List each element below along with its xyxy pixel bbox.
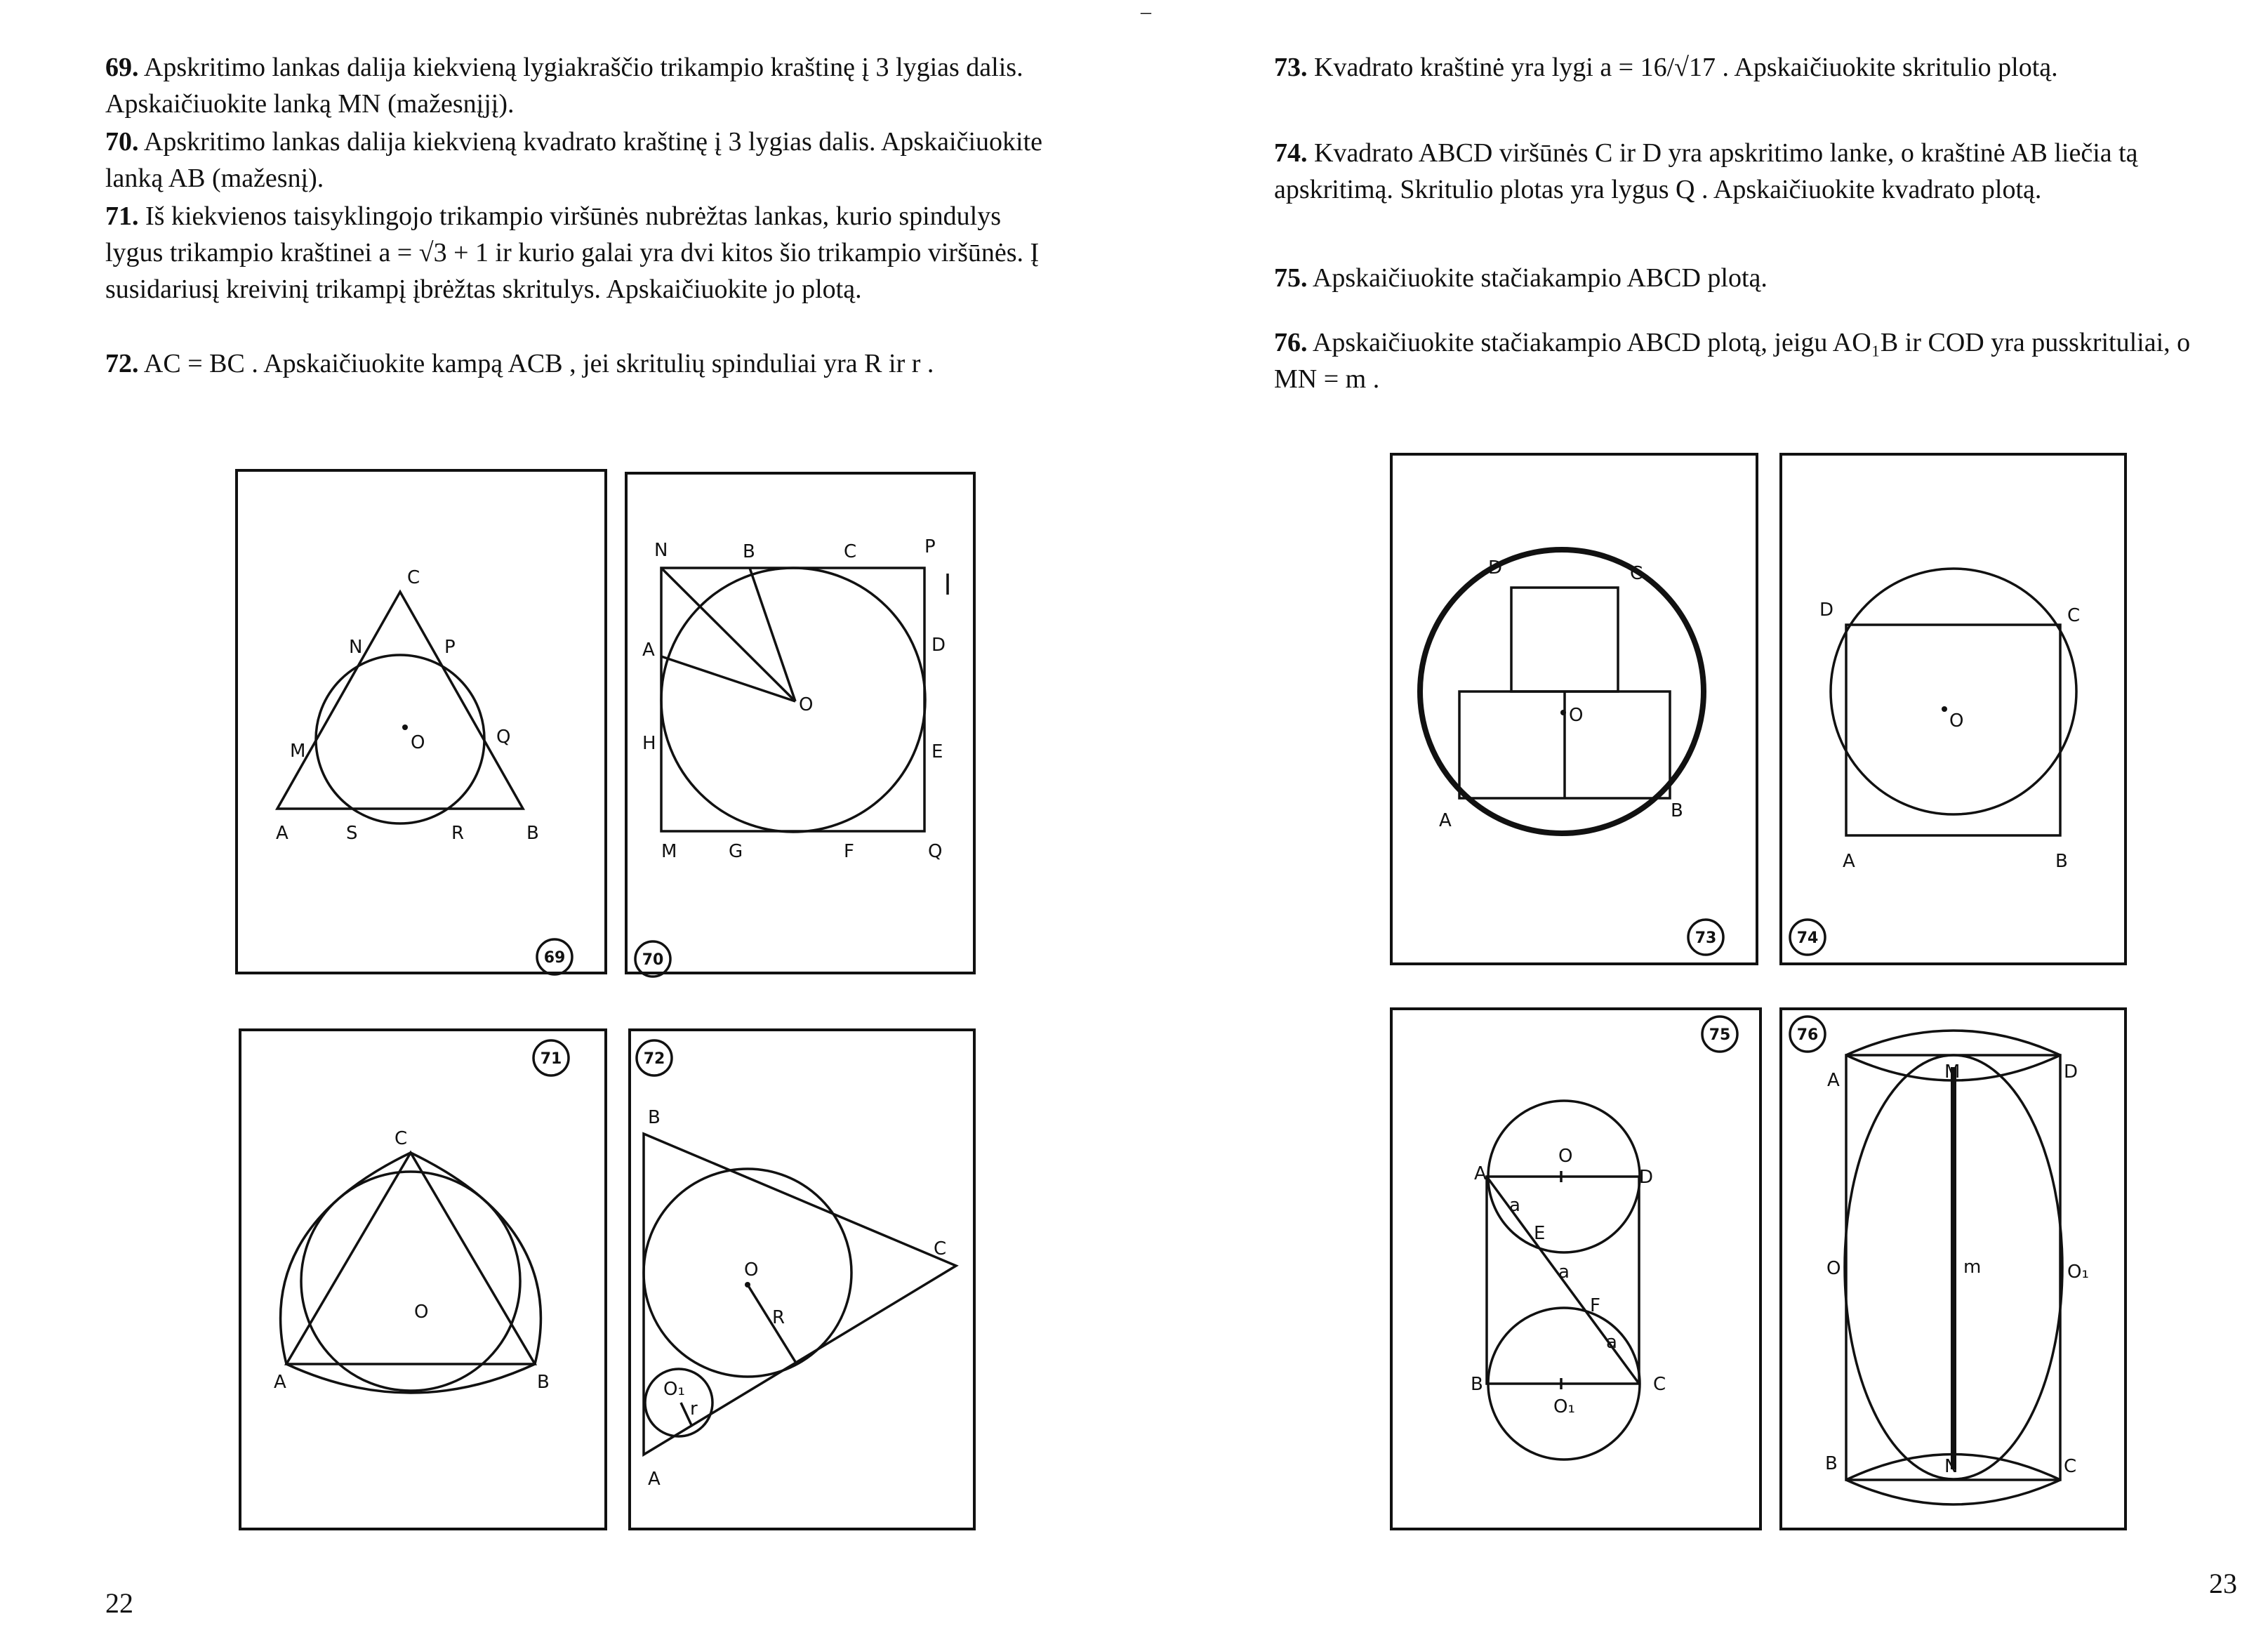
label-M: M: [290, 741, 306, 762]
label-R: R: [772, 1307, 785, 1328]
problem-number: 70.: [105, 127, 139, 157]
svg-text:74: 74: [1796, 929, 1819, 947]
label-M: M: [1944, 1061, 1961, 1083]
badge-75: [1702, 1017, 1737, 1052]
figure-71: [239, 1028, 607, 1530]
figure-70: [625, 472, 976, 974]
label-A: A: [648, 1469, 661, 1490]
figure-73: [1390, 453, 1758, 965]
problem-73: [1274, 49, 2218, 86]
label-D: D: [2064, 1061, 2078, 1083]
label-N: N: [1944, 1456, 1958, 1477]
label-Q: Q: [496, 727, 511, 748]
svg-text:69: 69: [543, 949, 566, 967]
problem-text: Apskaičiuokite stačiakampio ABCD plotą.: [1312, 263, 1768, 293]
badge-71: [533, 1040, 569, 1076]
label-O: O: [411, 732, 425, 753]
problem-text: Iš kiekvienos taisyklingojo trikampio viršūnės nubrėžtas lankas, kurio spindulys lygus trikampio kraštinei a = √3 + 1 ir kurio galai yra dvi kitos šio trikampio viršūnės. Į susidariusį kreivinį trikampį įbrėžtas skritulys. Apskaičiuokite jo plotą.: [105, 201, 1040, 304]
label-O: O: [799, 694, 814, 715]
label-C: C: [407, 567, 420, 588]
figure-72-drawing: [628, 1028, 976, 1530]
label-R: R: [451, 823, 465, 844]
figure-72: [628, 1028, 976, 1530]
svg-text:76: 76: [1796, 1026, 1819, 1044]
label-D: D: [1488, 557, 1503, 578]
label-B: B: [526, 823, 539, 844]
label-O1: O₁: [2067, 1262, 2089, 1283]
page-number: 23: [2209, 1568, 2237, 1599]
figure-69: [235, 469, 607, 974]
label-a-3: a: [1606, 1332, 1617, 1353]
problem-text: Apskaičiuokite stačiakampio ABCD plotą, jeigu AO₁B ir COD yra pusskrituliai, o MN = m .: [1274, 328, 2191, 394]
label-r: r: [690, 1398, 698, 1419]
label-P: P: [924, 536, 936, 557]
label-S: S: [346, 823, 358, 844]
problem-text: Apskritimo lankas dalija kiekvieną lygiakraščio trikampio kraštinę į 3 lygias dalis. Apskaičiuokite lanką MN (mažesnįjį).: [105, 53, 1023, 119]
page-number: 22: [105, 1587, 133, 1619]
problem-number: 75.: [1274, 263, 1308, 293]
svg-text:70: 70: [642, 951, 664, 969]
problem-75: [1274, 260, 2218, 296]
label-D: D: [1819, 600, 1834, 621]
label-O: O: [414, 1302, 429, 1323]
label-O: O: [1949, 710, 1964, 732]
label-O1: O₁: [1553, 1396, 1575, 1417]
figure-76-drawing: [1779, 1007, 2127, 1530]
figure-74: [1779, 453, 2127, 965]
figure-75: [1390, 1007, 1762, 1530]
figure-74-drawing: [1779, 453, 2127, 965]
label-O: O: [1558, 1146, 1573, 1167]
problem-71: [105, 198, 1060, 307]
label-N: N: [349, 637, 363, 658]
label-C: C: [1653, 1374, 1666, 1395]
label-A: A: [1439, 810, 1452, 831]
label-B: B: [1471, 1374, 1483, 1395]
figure-70-drawing: [625, 472, 976, 974]
svg-text:75: 75: [1709, 1026, 1731, 1044]
label-G: G: [729, 841, 743, 862]
label-H: H: [642, 733, 656, 754]
label-B: B: [537, 1372, 550, 1393]
figure-69-drawing: [235, 469, 607, 974]
problem-72: [105, 345, 1060, 382]
label-O: O: [744, 1259, 759, 1280]
problem-74: [1274, 135, 2218, 208]
svg-text:72: 72: [643, 1050, 665, 1068]
problem-number: 71.: [105, 201, 139, 231]
label-A: A: [1843, 851, 1855, 872]
label-D: D: [931, 635, 946, 656]
problem-text: AC = BC . Apskaičiuokite kampą ACB , jei skritulių spinduliai yra R ir r .: [143, 349, 934, 378]
problem-69: [105, 49, 1060, 122]
label-O: O: [1826, 1258, 1841, 1279]
problem-number: 74.: [1274, 138, 1308, 168]
badge-76: [1790, 1017, 1825, 1052]
badge-70: [635, 941, 670, 977]
label-B: B: [1825, 1453, 1838, 1474]
label-F: F: [1590, 1295, 1600, 1316]
label-Q: Q: [928, 841, 943, 862]
label-A: A: [1474, 1163, 1487, 1184]
label-a-1: a: [1509, 1195, 1520, 1216]
label-N: N: [654, 540, 668, 561]
label-C: C: [934, 1238, 947, 1259]
problem-text: Apskritimo lankas dalija kiekvieną kvadrato kraštinę į 3 lygias dalis. Apskaičiuokite lanką AB (mažesnį).: [105, 127, 1043, 193]
label-P: P: [444, 637, 456, 658]
figure-76: [1779, 1007, 2127, 1530]
problem-number: 72.: [105, 349, 139, 378]
label-A: A: [274, 1372, 286, 1393]
label-E: E: [1534, 1223, 1546, 1244]
svg-text:73: 73: [1695, 929, 1717, 947]
label-C: C: [844, 541, 857, 562]
label-E: E: [931, 741, 943, 762]
label-M: M: [661, 841, 677, 862]
svg-text:71: 71: [540, 1050, 562, 1068]
label-C: C: [394, 1128, 408, 1149]
problem-number: 73.: [1274, 53, 1308, 82]
figure-71-drawing: [239, 1028, 607, 1530]
problem-number: 76.: [1274, 328, 1308, 357]
problem-70: [105, 124, 1060, 197]
label-O1: O₁: [663, 1379, 685, 1400]
label-m: m: [1963, 1257, 1982, 1278]
figure-75-drawing: [1390, 1007, 1762, 1530]
top-center-mark: –: [1141, 0, 1151, 23]
label-F: F: [844, 841, 854, 862]
label-a-2: a: [1558, 1262, 1570, 1283]
problem-number: 69.: [105, 53, 139, 82]
figure-73-drawing: [1390, 453, 1758, 965]
badge-72: [637, 1040, 672, 1076]
right-page: [1134, 0, 2268, 1628]
badge-74: [1790, 920, 1825, 955]
label-D: D: [1639, 1167, 1654, 1188]
label-A: A: [1827, 1070, 1840, 1091]
label-C: C: [1630, 563, 1643, 584]
label-C: C: [2067, 605, 2081, 626]
problem-76: [1274, 324, 2218, 397]
label-O: O: [1569, 705, 1584, 726]
badge-69: [537, 939, 572, 974]
label-C: C: [2064, 1456, 2077, 1477]
label-A: A: [642, 640, 655, 661]
problem-text: Kvadrato ABCD viršūnės C ir D yra apskritimo lanke, o kraštinė AB liečia tą apskritimą. Skritulio plotas yra lygus Q . Apskaičiuokite kvadrato plotą.: [1274, 138, 2138, 204]
badge-73: [1688, 920, 1723, 955]
label-A: A: [276, 823, 289, 844]
label-B: B: [2055, 851, 2068, 872]
problem-text: Kvadrato kraštinė yra lygi a = 16/√17 . Apskaičiuokite skritulio plotą.: [1314, 53, 2058, 82]
label-B: B: [1671, 800, 1683, 821]
label-B: B: [743, 541, 755, 562]
label-B: B: [648, 1107, 661, 1128]
